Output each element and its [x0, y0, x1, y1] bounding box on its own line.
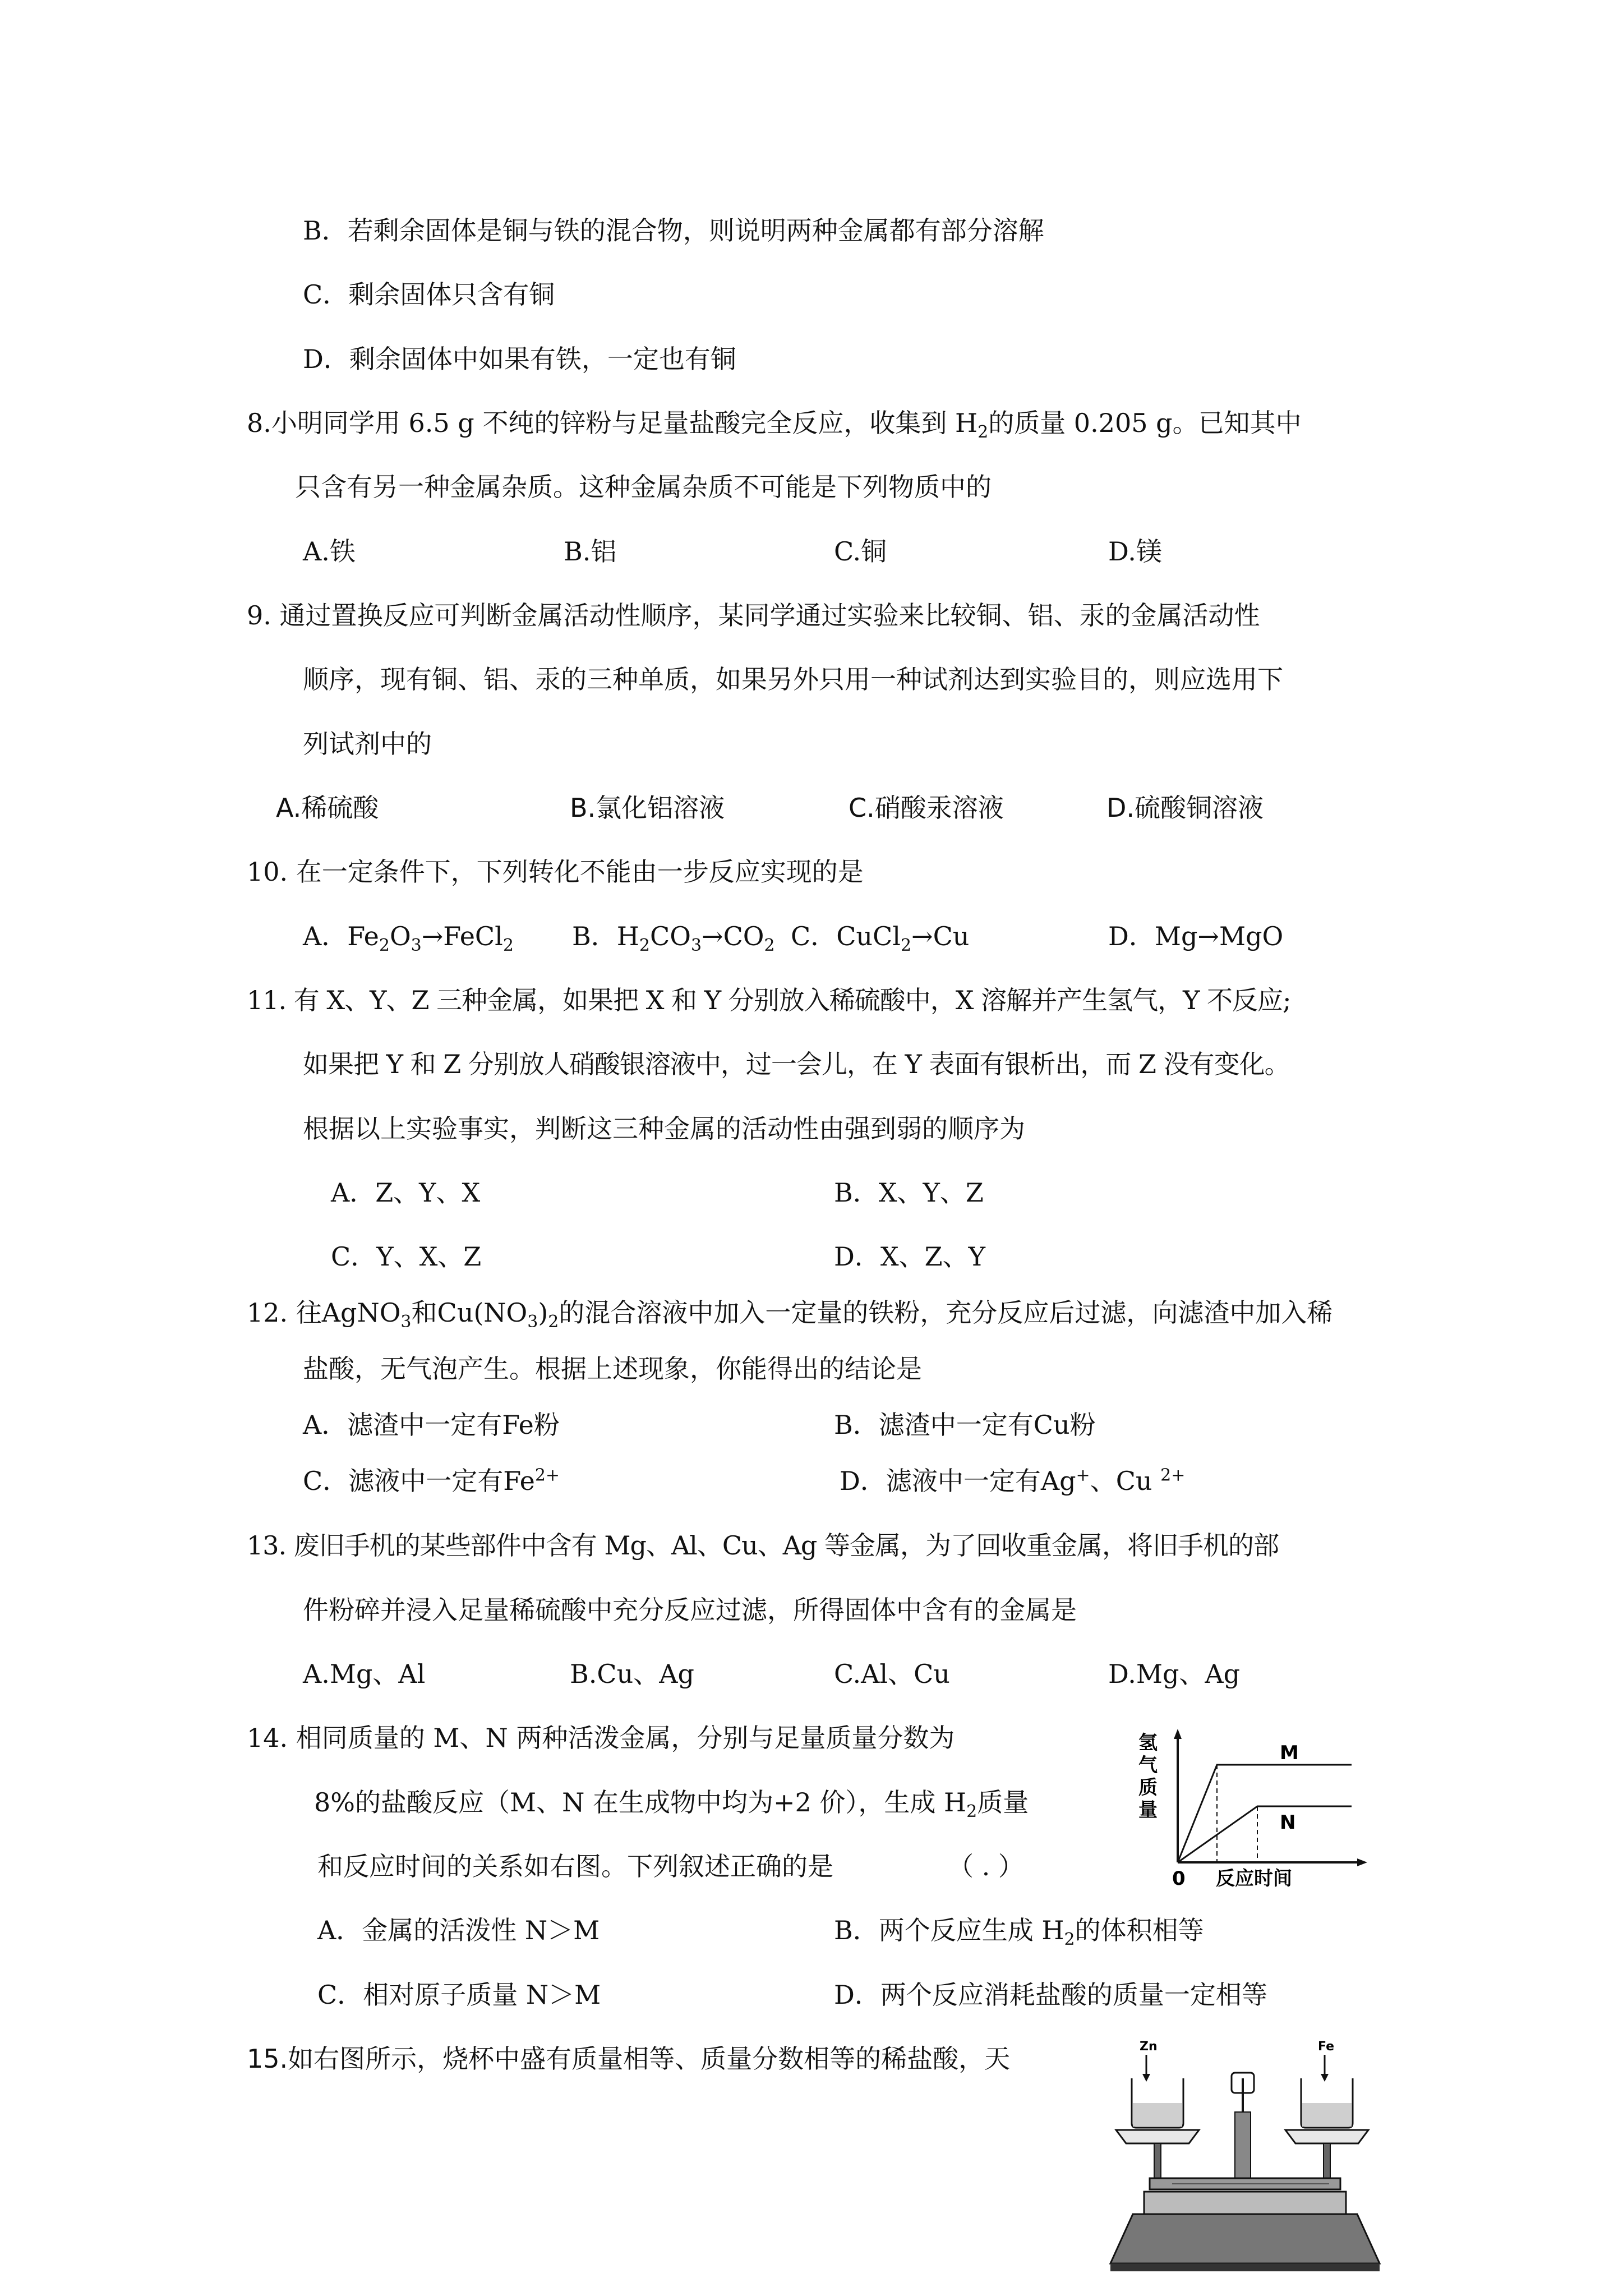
- label-zn: Zn: [1140, 2040, 1158, 2054]
- q14-answer-paren: （ . ）: [948, 1851, 1024, 1881]
- q11-stem-line2: 如果把 Y 和 Z 分别放人硝酸银溶液中，过一会儿，在 Y 表面有银析出，而 Z 没有变化。: [303, 1049, 1290, 1079]
- label-fe: Fe: [1318, 2040, 1335, 2054]
- graph-xlabel: 反应时间: [1216, 1867, 1292, 1890]
- q10-stem: 10. 在一定条件下，下列转化不能由一步反应实现的是: [247, 857, 864, 887]
- q8-option-b: B.铝: [564, 536, 617, 567]
- acid-left: [1133, 2103, 1182, 2127]
- base-lower: [1110, 2214, 1380, 2263]
- q15-balance-figure: [1105, 2033, 1396, 2280]
- curve-m: [1178, 1765, 1352, 1862]
- stem-right: [1324, 2143, 1330, 2183]
- q14-reaction-graph: [1133, 1722, 1368, 1890]
- q14-stem-line3: 和反应时间的关系如右图。下列叙述正确的是: [317, 1851, 833, 1881]
- graph-ylabel-3: 质: [1138, 1777, 1158, 1799]
- pan-left: [1116, 2130, 1199, 2143]
- pan-right: [1285, 2130, 1368, 2143]
- q12-option-b: B．滤渣中一定有Cu粉: [834, 1410, 1096, 1440]
- q9-stem-line2: 顺序，现有铜、铝、汞的三种单质，如果另外只用一种试剂达到实验目的，则应选用下: [303, 664, 1283, 694]
- graph-label-n: N: [1280, 1811, 1296, 1834]
- base-foot: [1110, 2263, 1380, 2271]
- arrowhead-fe: [1321, 2074, 1329, 2082]
- q9-stem-line1: 9. 通过置换反应可判断金属活动性顺序，某同学通过实验来比较铜、铝、汞的金属活动性: [247, 600, 1260, 631]
- q13-option-c: C.Al、Cu: [834, 1659, 950, 1689]
- q9-option-d: D.硫酸铜溶液: [1106, 793, 1264, 823]
- q10-option-a: A．$Fe_2O_3\to FeCl_2$: [303, 921, 514, 956]
- q14-option-d: D．两个反应消耗盐酸的质量一定相等: [834, 1980, 1267, 2010]
- q8-option-a: A.铁: [303, 536, 356, 567]
- q10-option-d: D．Mg→MgO: [1108, 921, 1284, 951]
- q7-option-d: D．剩余固体中如果有铁，一定也有铜: [303, 344, 736, 374]
- q11-option-c: C．Y、X、Z: [331, 1241, 482, 1272]
- q14-option-a: A．金属的活泼性 N＞M: [317, 1915, 600, 1945]
- q12-stem-line2: 盐酸，无气泡产生。根据上述现象，你能得出的结论是: [303, 1354, 922, 1384]
- q13-stem-line1: 13. 废旧手机的某些部件中含有 Mg、Al、Cu、Ag 等金属，为了回收重金属，将旧手机的部: [247, 1530, 1279, 1561]
- q12-option-c: C．滤液中一定有$Fe^{2+}$: [303, 1465, 560, 1496]
- q12-option-a: A．滤渣中一定有Fe粉: [303, 1410, 560, 1440]
- q15-stem-line1: 15.如右图所示，烧杯中盛有质量相等、质量分数相等的稀盐酸，天: [247, 2044, 1011, 2074]
- q13-option-b: B.Cu、Ag: [570, 1659, 694, 1689]
- q12-stem-line1: 12. 往AgNO$_3$和$Cu(NO_3)_2$的混合溶液中加入一定量的铁粉，充分反应后过滤，向滤渣中加入稀: [247, 1297, 1333, 1332]
- graph-y-arrow: [1174, 1729, 1182, 1739]
- graph-label-m: M: [1280, 1742, 1299, 1764]
- q11-option-d: D．X、Z、Y: [834, 1241, 985, 1272]
- acid-right: [1302, 2103, 1352, 2127]
- q11-stem-line1: 11. 有 X、Y、Z 三种金属，如果把 X 和 Y 分别放入稀硫酸中，X 溶解并产生氢气，Y 不反应;: [247, 985, 1291, 1015]
- q11-option-b: B．X、Y、Z: [834, 1177, 984, 1208]
- curve-n: [1178, 1806, 1352, 1862]
- graph-ylabel-1: 氢: [1138, 1732, 1158, 1754]
- q13-option-a: A.Mg、Al: [303, 1659, 426, 1689]
- q8-option-d: D.镁: [1108, 536, 1162, 567]
- q13-option-d: D.Mg、Ag: [1108, 1659, 1241, 1689]
- q9-option-b: B.氯化铝溶液: [570, 793, 725, 823]
- base-upper: [1144, 2192, 1346, 2214]
- graph-ylabel-2: 气: [1138, 1754, 1158, 1777]
- q7-option-c: C．剩余固体只含有铜: [303, 279, 555, 310]
- q8-stem-line1: 8.小明同学用 6.5 g 不纯的锌粉与足量盐酸完全反应，收集到 $H_2$的质量 0.205 g。已知其中: [247, 408, 1302, 443]
- q7-option-b: B．若剩余固体是铜与铁的混合物，则说明两种金属都有部分溶解: [303, 215, 1044, 246]
- q8-stem-line2: 只含有另一种金属杂质。这种金属杂质不可能是下列物质中的: [295, 472, 992, 502]
- q9-option-a: A.稀硫酸: [276, 793, 379, 823]
- q13-stem-line2: 件粉碎并浸入足量稀硫酸中充分反应过滤，所得固体中含有的金属是: [303, 1595, 1077, 1625]
- q14-option-b: B．两个反应生成 $H_2$的体积相等: [834, 1915, 1204, 1950]
- graph-ylabel-4: 量: [1138, 1799, 1158, 1821]
- q14-option-c: C．相对原子质量 N＞M: [317, 1980, 601, 2010]
- graph-origin: 0: [1172, 1867, 1186, 1890]
- q8-option-c: C.铜: [834, 536, 887, 567]
- q11-stem-line3: 根据以上实验事实，判断这三种金属的活动性由强到弱的顺序为: [303, 1114, 1025, 1144]
- q9-option-c: C.硝酸汞溶液: [849, 793, 1004, 823]
- q14-stem-line1: 14. 相同质量的 M、N 两种活泼金属，分别与足量质量分数为: [247, 1723, 955, 1753]
- graph-x-arrow: [1357, 1858, 1367, 1866]
- q9-stem-line3: 列试剂中的: [303, 729, 432, 759]
- stem-left: [1154, 2143, 1161, 2183]
- q12-option-d: D．滤液中一定有Ag+、Cu $^{2+}$: [840, 1465, 1186, 1496]
- arrowhead-zn: [1142, 2074, 1150, 2082]
- q11-option-a: A．Z、Y、X: [331, 1177, 481, 1208]
- q10-option-c: C．CuCl$_2$→Cu: [791, 921, 970, 956]
- q14-stem-line2: 8%的盐酸反应（M、N 在生成物中均为+2 价），生成 $H_2$质量: [314, 1787, 1029, 1822]
- q10-option-b: B．$H_2CO_3\to CO_2$: [572, 921, 775, 956]
- center-post: [1235, 2112, 1251, 2179]
